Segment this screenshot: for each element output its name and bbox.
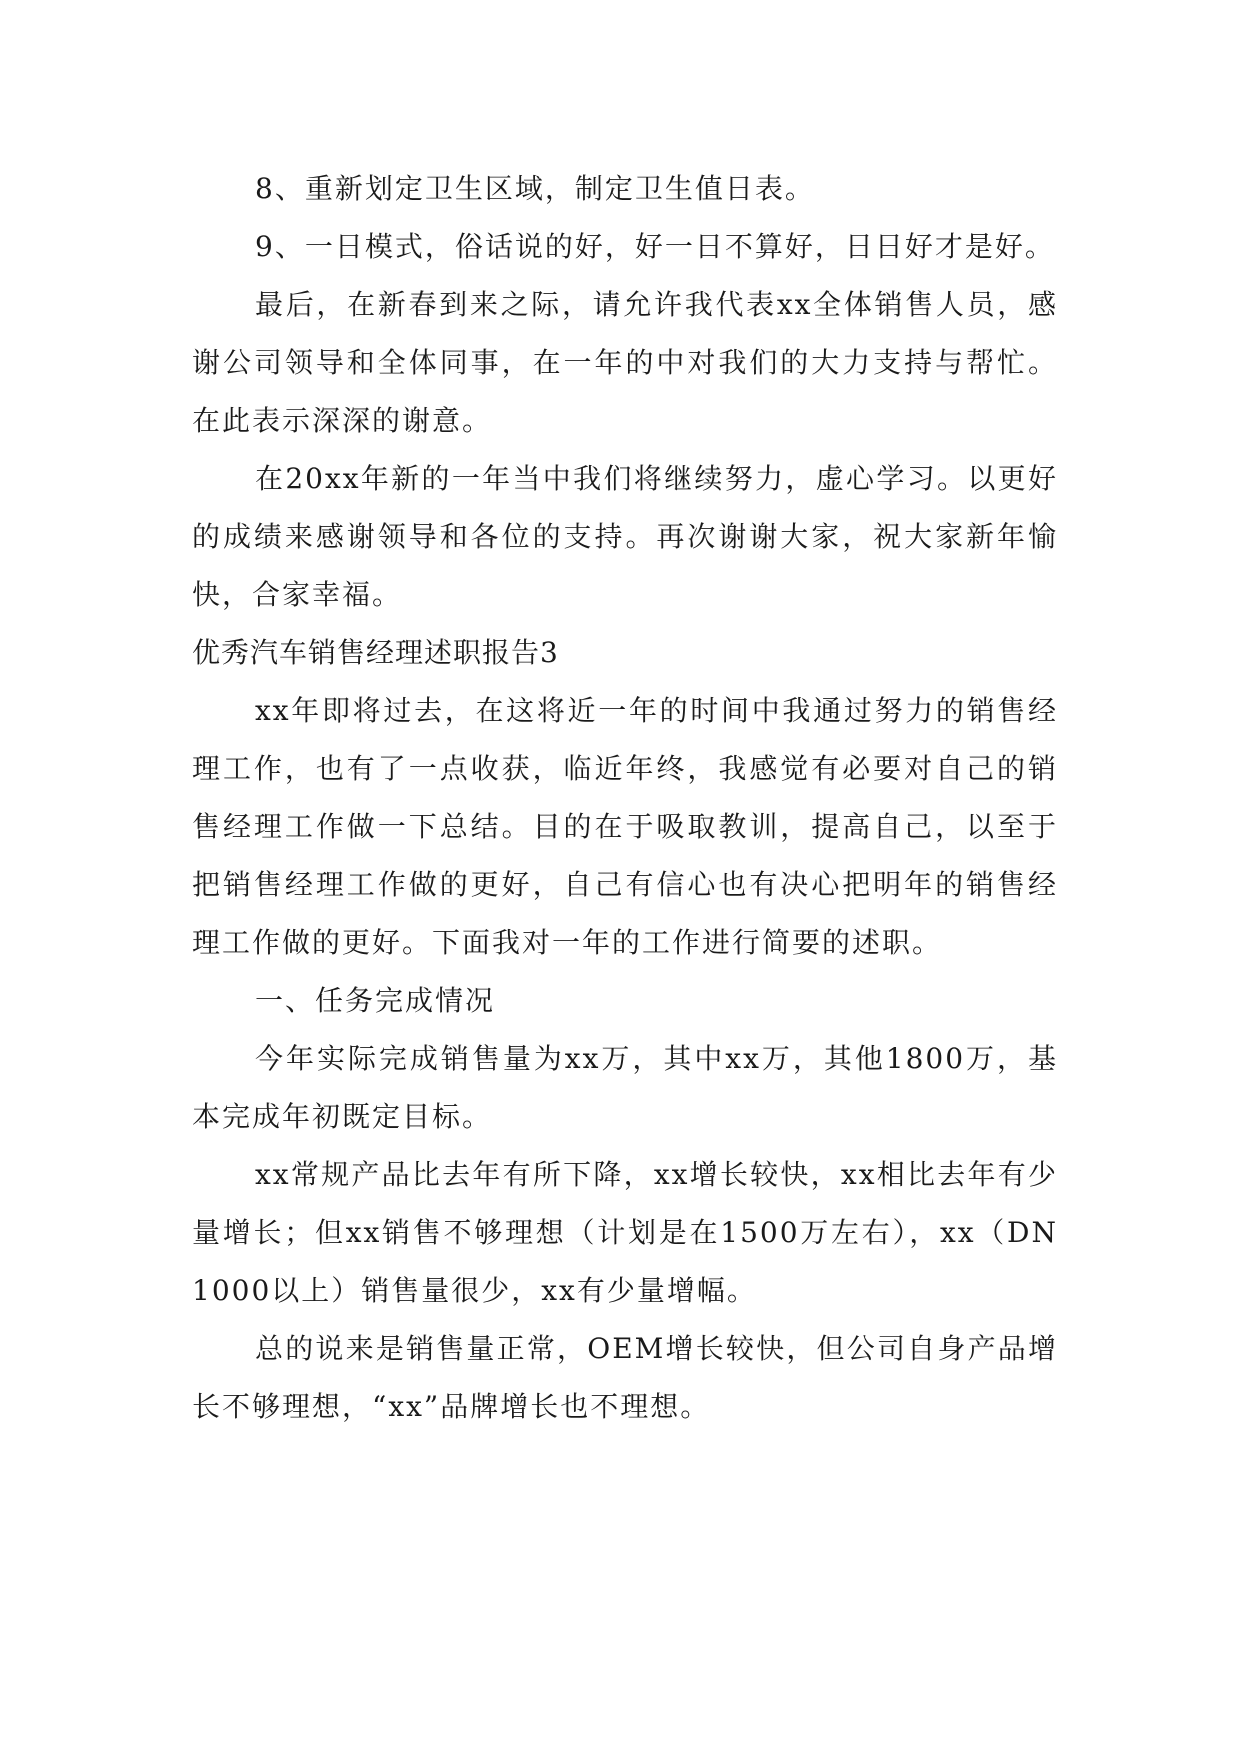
section-heading: 优秀汽车销售经理述职报告3 — [192, 636, 559, 669]
paragraph-closing-thanks: 最后，在新春到来之际，请允许我代表xx全体销售人员，感谢公司领导和全体同事，在一年的中对我们的大力支持与帮忙。在此表示深深的谢意。 — [192, 288, 1058, 437]
paragraph-new-year: 在20xx年新的一年当中我们将继续努力，虚心学习。以更好的成绩来感谢领导和各位的支持。再次谢谢大家，祝大家新年愉快，合家幸福。 — [192, 462, 1058, 611]
subheading-task-completion: 一、任务完成情况 — [255, 984, 496, 1017]
paragraph-item-9: 9、一日模式，俗话说的好，好一日不算好，日日好才是好。 — [255, 230, 1055, 263]
document-page — [192, 160, 1058, 1436]
paragraph-summary: 总的说来是销售量正常，OEM增长较快，但公司自身产品增长不够理想，“xx”品牌增长也不理想。 — [192, 1332, 1058, 1423]
paragraph-sales-volume: 今年实际完成销售量为xx万，其中xx万，其他1800万，基本完成年初既定目标。 — [192, 1042, 1058, 1133]
paragraph-intro: xx年即将过去，在这将近一年的时间中我通过努力的销售经理工作，也有了一点收获，临近年终，我感觉有必要对自己的销售经理工作做一下总结。目的在于吸取教训，提高自己，以至于把销售经理工作做的更好，自己有信心也有决心把明年的销售经理工作做的更好。下面我对一年的工作进行简要的述职。 — [192, 694, 1058, 959]
paragraph-products: xx常规产品比去年有所下降，xx增长较快，xx相比去年有少量增长；但xx销售不够理想（计划是在1500万左右），xx（DN1000以上）销售量很少，xx有少量增幅。 — [192, 1158, 1058, 1307]
paragraph-item-8: 8、重新划定卫生区域，制定卫生值日表。 — [255, 172, 815, 205]
